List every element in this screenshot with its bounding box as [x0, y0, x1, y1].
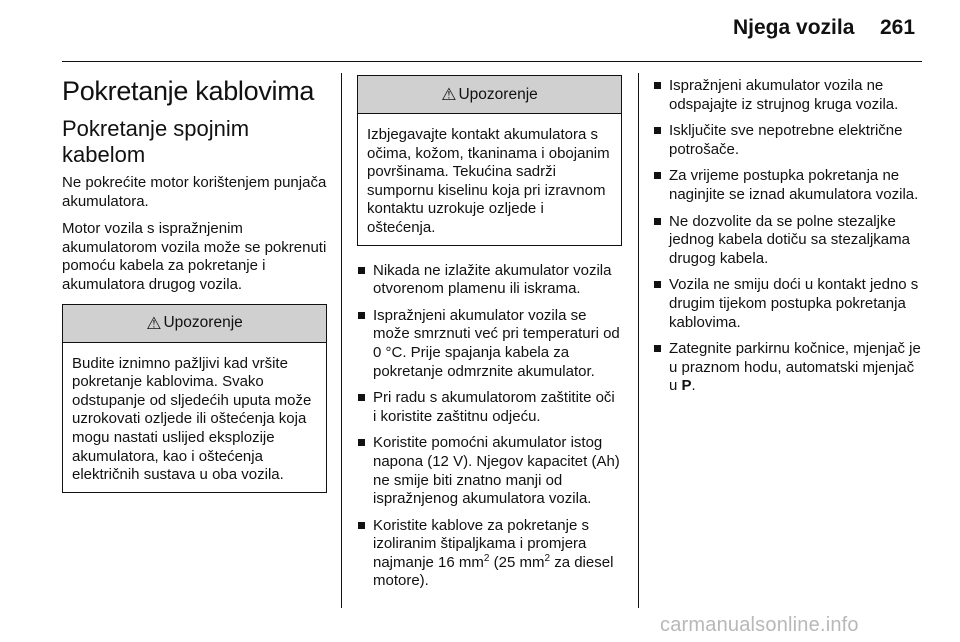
- bullet-list: [357, 262, 622, 592]
- bullet-list: [653, 77, 925, 396]
- warning-title: Upozorenje: [163, 314, 243, 332]
- page-number: 261: [880, 16, 916, 39]
- bullet-square-icon: [358, 394, 365, 401]
- column-divider: [341, 73, 342, 608]
- warning-title: Upozorenje: [458, 85, 538, 103]
- warning-box: [62, 304, 327, 493]
- section-heading: Pokretanje kablovima: [62, 76, 315, 106]
- running-header-title: Njega vozila: [733, 16, 855, 39]
- column-left: [62, 72, 327, 507]
- list-item: Nikada ne izlažite akumulator vozila otvorenom plamenu ili iskrama.: [357, 262, 622, 299]
- bullet-square-icon: [358, 522, 365, 529]
- header-rule: [62, 61, 922, 62]
- bullet-square-icon: [358, 267, 365, 274]
- bullet-square-icon: [654, 345, 661, 352]
- warning-triangle-icon: ⚠: [441, 85, 457, 104]
- warning-triangle-icon: ⚠: [146, 313, 162, 333]
- paragraph: Motor vozila s ispražnjenim akumulatorom vozila može se pokrenuti pomoću kabela za pokretanje i akumulatora drugog vozila.: [62, 220, 327, 293]
- list-item: Isključite sve nepotrebne električne potrošače.: [653, 122, 925, 159]
- bullet-square-icon: [654, 127, 661, 134]
- list-item: Ispražnjeni akumulator vozila ne odspajajte iz strujnog kruga vozila.: [653, 77, 925, 114]
- list-item: Za vrijeme postupka pokretanja ne naginjite se iznad akumulatora vozila.: [653, 167, 925, 204]
- warning-header: [358, 76, 621, 114]
- bullet-square-icon: [654, 82, 661, 89]
- list-item: Vozila ne smiju doći u kontakt jedno s drugim tijekom postupka pokretanja kablovima.: [653, 276, 925, 332]
- bullet-square-icon: [358, 312, 365, 319]
- column-right: [653, 77, 925, 404]
- bullet-square-icon: [654, 281, 661, 288]
- warning-text: Izbjegavajte kontakt akumulatora s očima, kožom, tkaninama i obojanim površinama. Tekućina sadrži sumpornu kiselinu koja pri izravnom kontaktu uzrokuje ozljede i oštećenja.: [367, 126, 610, 236]
- list-item: Koristite kablove za pokretanje s izoliranim štipaljkama i promjera najmanje 16 $mm^2$ (25 $mm^2$ za diesel motore).: [357, 517, 622, 591]
- warning-text: Budite iznimno pažljivi kad vršite pokretanje kablovima. Svako odstupanje od sljedećih uputa može uzrokovati ozljede ili oštećenja koja mogu nastati uslijed eksplozije akumulatora, kao i oštećenja električnih sustava u oba vozila.: [72, 354, 312, 484]
- list-item: Zategnite parkirnu kočnice, mjenjač je u praznom hodu, automatski mjenjač u P.: [653, 340, 925, 396]
- column-middle: [357, 72, 622, 599]
- list-item: Ispražnjeni akumulator vozila se može smrznuti već pri temperaturi od 0 °C. Prije spajanja kabela za pokretanje odmrznite akumulator.: [357, 307, 622, 381]
- gear-position-label: P: [681, 377, 692, 395]
- bullet-square-icon: [358, 439, 365, 446]
- watermark: carmanualsonline.info: [660, 614, 859, 636]
- paragraph: Ne pokrećite motor korištenjem punjača akumulatora.: [62, 174, 327, 210]
- warning-box: [357, 75, 622, 246]
- bullet-square-icon: [654, 172, 661, 179]
- bullet-square-icon: [654, 218, 661, 225]
- subsection-heading: Pokretanje spojnim kabelom: [62, 116, 250, 167]
- column-divider: [638, 73, 639, 608]
- warning-header: [63, 305, 326, 343]
- list-item: Pri radu s akumulatorom zaštitite oči i koristite zaštitnu odjeću.: [357, 389, 622, 426]
- list-item: Koristite pomoćni akumulator istog napona (12 V). Njegov kapacitet (Ah) ne smije biti znatno manji od ispražnjenog akumulatora vozila.: [357, 434, 622, 508]
- list-item: Ne dozvolite da se polne stezaljke jednog kabela dotiču sa stezaljkama drugog kabela.: [653, 213, 925, 269]
